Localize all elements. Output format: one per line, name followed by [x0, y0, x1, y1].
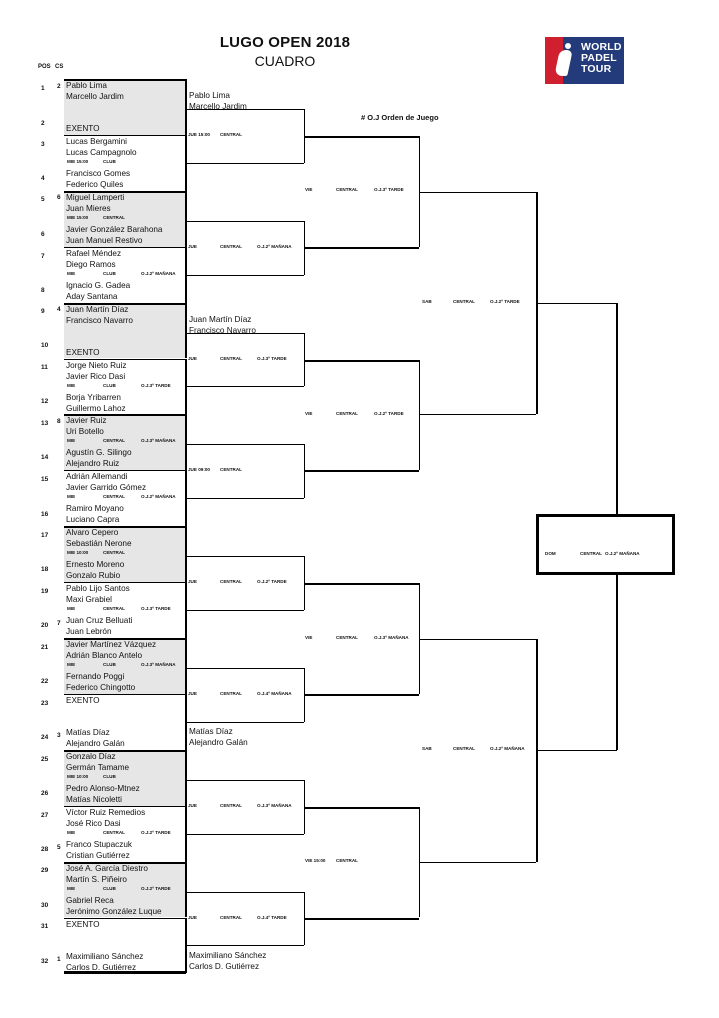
page-subtitle: CUADRO — [254, 53, 316, 69]
team-entry — [66, 863, 148, 885]
position-number: 6 — [41, 231, 45, 238]
match-order: O.J.4º TARDE — [257, 914, 287, 920]
player-name: Carlos D. Gutiérrez — [66, 962, 137, 972]
match-court: CLUB — [103, 270, 116, 276]
match-order: O.J.2º MAÑANA — [141, 270, 176, 276]
position-number: 31 — [41, 923, 49, 930]
match-order: O.J.2º MAÑANA — [490, 746, 525, 752]
bracket-line — [186, 498, 304, 499]
team-entry — [66, 615, 132, 637]
col-header-cs: CS — [55, 64, 64, 70]
seed-number: 3 — [57, 732, 61, 739]
player-name: Fernando Poggi — [66, 672, 125, 681]
player-name: Sebastián Nerone — [66, 539, 132, 549]
team-entry — [66, 807, 145, 829]
match-day: MIE — [67, 382, 76, 388]
position-number: 24 — [41, 734, 49, 741]
match-day: JUE 09:00 — [188, 467, 210, 473]
team-entry — [66, 751, 129, 773]
match-court: CENTRAL — [103, 829, 125, 835]
match-order: O.J.2º TARDE — [141, 885, 171, 891]
position-number: 4 — [41, 175, 45, 182]
world-padel-tour-logo — [545, 37, 624, 84]
team-entry — [66, 671, 135, 693]
match-day: MIE — [67, 606, 76, 612]
match-court: CENTRAL — [220, 579, 242, 585]
bracket-line — [186, 163, 304, 164]
team-entry — [66, 123, 100, 134]
player-name: Pablo Lima — [189, 91, 230, 100]
player-name: Martín S. Piñeiro — [66, 874, 127, 884]
match-day: VIE — [305, 634, 313, 640]
advanced-team — [189, 90, 247, 112]
team-entry — [66, 392, 126, 414]
match-order: O.J.3º MAÑANA — [141, 438, 176, 444]
match-court: CENTRAL — [220, 131, 242, 137]
team-entry — [66, 224, 163, 246]
match-order: O.J.2º TARDE — [490, 299, 520, 305]
match-day: MIE 15:00 — [67, 158, 89, 164]
advanced-team — [189, 726, 248, 748]
bracket-line — [304, 136, 419, 138]
player-name: Juan Cruz Belluati — [66, 616, 133, 626]
seed-number: 7 — [57, 620, 61, 627]
position-number: 20 — [41, 622, 49, 629]
position-number: 3 — [41, 141, 45, 148]
match-court: CENTRAL — [220, 467, 242, 473]
player-name: Gonzalo Rubio — [66, 571, 121, 581]
player-name: Juan Manuel Restivo — [66, 235, 143, 245]
player-name: Juan Lebrón — [66, 627, 112, 637]
position-number: 2 — [41, 120, 45, 127]
bracket-line — [304, 583, 419, 585]
match-court: CENTRAL — [220, 355, 242, 361]
position-number: 21 — [41, 644, 49, 651]
team-entry — [66, 347, 100, 358]
bracket-line — [186, 780, 304, 781]
team-entry — [66, 415, 107, 437]
position-number: 11 — [41, 364, 48, 371]
seed-number: 8 — [57, 418, 61, 425]
team-entry — [66, 136, 137, 158]
team-entry — [66, 80, 124, 102]
match-order: O.J.2º TARDE — [257, 579, 287, 585]
player-name: Rafael Méndez — [66, 248, 122, 258]
match-order: O.J.2º MAÑANA — [257, 243, 292, 249]
match-court: CENTRAL — [580, 551, 602, 556]
bracket-line — [616, 303, 618, 514]
team-entry — [66, 951, 143, 973]
player-name: Maxi Grabiel — [66, 595, 112, 605]
player-name: EXENTO — [66, 347, 100, 357]
player-name: Pablo Lijo Santos — [66, 584, 130, 594]
match-day: DOM — [545, 551, 556, 556]
team-entry — [66, 919, 100, 930]
match-day: JUE — [188, 579, 197, 585]
player-name: Ernesto Moreno — [66, 560, 125, 570]
player-name: Pedro Alonso-Mtnez — [66, 783, 140, 793]
match-order: O.J.3º TARDE — [374, 187, 404, 193]
player-name: Ramiro Moyano — [66, 504, 124, 514]
match-day: MIE — [67, 438, 76, 444]
position-number: 14 — [41, 454, 49, 461]
match-day: MIE 10:00 — [67, 773, 89, 779]
player-name: Gonzalo Díaz — [66, 751, 116, 761]
team-entry — [66, 839, 132, 861]
match-day: VIE — [305, 410, 313, 416]
match-day: JUE — [188, 690, 197, 696]
player-name: Franco Stupaczuk — [66, 839, 132, 849]
position-number: 22 — [41, 678, 49, 685]
match-court: CLUB — [103, 885, 116, 891]
match-day: JUE — [188, 243, 197, 249]
player-name: Adrián Allemandi — [66, 472, 128, 482]
match-day: JUE — [188, 802, 197, 808]
match-court: CENTRAL — [220, 243, 242, 249]
match-order: O.J.3º TARDE — [141, 382, 171, 388]
advanced-team — [189, 950, 266, 972]
player-name: Francisco Navarro — [66, 315, 133, 325]
match-day: JUE — [188, 355, 197, 361]
match-court: CENTRAL — [103, 214, 125, 220]
team-entry — [66, 503, 124, 525]
match-order: O.J.2º TARDE — [141, 829, 171, 835]
player-name: EXENTO — [66, 919, 100, 929]
bracket-line — [304, 807, 419, 809]
player-name: Lucas Bergamini — [66, 136, 127, 146]
bracket-line — [419, 414, 536, 415]
bracket-line — [186, 386, 304, 387]
match-day: MIE — [67, 494, 76, 500]
position-number: 13 — [41, 420, 49, 427]
position-number: 12 — [41, 398, 49, 405]
player-name: Javier Rico Dasi — [66, 371, 126, 381]
player-name: Javier González Barahona — [66, 224, 163, 234]
bracket-line — [185, 414, 187, 470]
match-court: CENTRAL — [453, 746, 475, 752]
match-day: JUE 15:00 — [188, 131, 210, 137]
player-name: Cristian Gutiérrez — [66, 850, 130, 860]
position-number: 29 — [41, 867, 49, 874]
bracket-line — [186, 275, 304, 276]
bracket-line — [185, 191, 187, 247]
player-name: Gabriel Reca — [66, 895, 114, 905]
player-name: Carlos D. Gutiérrez — [189, 962, 260, 971]
match-court: CLUB — [103, 158, 116, 164]
team-entry — [66, 360, 127, 382]
match-court: CENTRAL — [336, 858, 358, 864]
position-number: 30 — [41, 902, 49, 909]
position-number: 19 — [41, 588, 49, 595]
player-name: Marcello Jardim — [66, 92, 124, 101]
bracket-line — [186, 556, 304, 557]
match-court: CENTRAL — [220, 802, 242, 808]
match-day: MIE — [67, 270, 76, 276]
position-number: 27 — [41, 812, 49, 819]
player-name: Javier Ruiz — [66, 416, 107, 426]
match-day: MIE — [67, 662, 76, 667]
match-order: O.J.3º MAÑANA — [141, 662, 176, 667]
bracket-line — [185, 79, 187, 135]
match-court: CENTRAL — [336, 634, 358, 640]
bracket-line — [185, 303, 187, 359]
player-name: Marcello Jardim — [189, 102, 247, 111]
final-match-box — [536, 514, 675, 575]
player-name: Agustín G. Silingo — [66, 448, 132, 458]
seed-number: 2 — [57, 83, 61, 90]
team-entry — [66, 559, 124, 581]
player-name: Alejandro Galán — [66, 738, 125, 748]
player-name: Germán Tamame — [66, 762, 130, 772]
position-number: 7 — [41, 253, 45, 260]
player-name: José A. García Diestro — [66, 863, 148, 873]
player-name: Jerónimo González Luque — [66, 906, 162, 916]
player-name: Matías Díaz — [189, 727, 233, 736]
player-name: Alejandro Galán — [189, 738, 248, 747]
player-name: Alvaro Cepero — [66, 528, 119, 538]
bracket-line — [185, 638, 187, 694]
team-entry — [66, 304, 133, 326]
player-name: Miguel Lamperti — [66, 192, 125, 202]
position-number: 16 — [41, 511, 49, 518]
bracket-line — [304, 247, 419, 249]
position-number: 10 — [41, 342, 49, 349]
position-number: 8 — [41, 287, 45, 294]
player-name: Juan Martín Díaz — [189, 315, 252, 324]
match-court: CENTRAL — [336, 410, 358, 416]
match-court: CLUB — [103, 773, 116, 779]
team-entry — [66, 471, 146, 493]
player-name: Juan Martín Díaz — [66, 304, 129, 314]
team-entry — [66, 168, 130, 190]
player-name: Víctor Ruiz Remedios — [66, 807, 146, 817]
team-entry — [66, 280, 130, 302]
bracket-line — [419, 639, 536, 640]
team-entry — [66, 192, 124, 214]
bracket-line — [419, 192, 536, 193]
match-order: O.J.3º MAÑANA — [257, 802, 292, 808]
position-number: 26 — [41, 790, 49, 797]
col-header-pos: POS — [38, 64, 51, 70]
bracket-line — [186, 610, 304, 611]
team-entry — [66, 248, 121, 270]
match-order: O.J.3º TARDE — [257, 355, 287, 361]
player-silhouette-icon — [563, 37, 577, 84]
position-number: 5 — [41, 196, 45, 203]
match-day: SAB — [422, 299, 432, 305]
advanced-team — [189, 314, 256, 336]
match-court: CENTRAL — [336, 187, 358, 193]
match-order: O.J.2º TARDE — [374, 410, 404, 416]
position-number: 9 — [41, 308, 45, 315]
player-name: Javier Garrido Gómez — [66, 483, 147, 493]
bracket-line — [186, 892, 304, 893]
position-number: 32 — [41, 958, 49, 965]
match-order: O.J.3º TARDE — [141, 606, 171, 612]
player-name: Adrián Blanco Antelo — [66, 651, 143, 660]
player-name: Luciano Capra — [66, 515, 120, 525]
match-court: CLUB — [103, 662, 116, 667]
match-order: O.J.2º MAÑANA — [605, 551, 640, 556]
player-name: Federico Quiles — [66, 179, 124, 189]
player-name: Francisco Navarro — [189, 326, 256, 335]
match-court: CENTRAL — [453, 299, 475, 305]
bracket-line — [186, 945, 304, 946]
match-day: MIE — [67, 885, 76, 891]
bracket-line — [304, 918, 419, 920]
team-entry — [66, 695, 100, 706]
match-order: O.J.2º MAÑANA — [141, 494, 176, 500]
bracket-line — [304, 360, 419, 362]
team-entry — [66, 527, 132, 549]
player-name: Pablo Lima — [66, 81, 107, 90]
match-day: JUE — [188, 914, 197, 920]
match-court: CENTRAL — [220, 690, 242, 696]
team-entry — [66, 783, 140, 805]
player-name: Guillermo Lahoz — [66, 403, 126, 413]
match-court: CENTRAL — [103, 438, 125, 444]
match-order: O.J.4º MAÑANA — [257, 690, 292, 696]
bracket-line — [64, 973, 186, 974]
player-name: Uri Botello — [66, 427, 104, 437]
match-day: VIE 15:00 — [305, 858, 326, 864]
player-name: Jorge Nieto Ruiz — [66, 360, 127, 370]
player-name: Maximiliano Sánchez — [189, 951, 267, 960]
player-name: Aday Santana — [66, 291, 118, 301]
player-name: EXENTO — [66, 124, 100, 133]
order-of-play-legend: # O.J Orden de Juego — [361, 113, 439, 122]
bracket-line — [186, 668, 304, 669]
match-court: CENTRAL — [103, 606, 125, 612]
position-number: 28 — [41, 846, 49, 853]
team-entry — [66, 583, 130, 605]
player-name: Matías Díaz — [66, 727, 110, 737]
player-name: Alejandro Ruiz — [66, 459, 120, 469]
match-day: VIE — [305, 187, 313, 193]
bracket-line — [536, 303, 617, 304]
match-court: CENTRAL — [220, 914, 242, 920]
player-name: Diego Ramos — [66, 259, 116, 269]
bracket-line — [186, 834, 304, 835]
match-day: MIE 15:00 — [67, 214, 89, 220]
bracket-line — [185, 750, 187, 806]
match-day: SAB — [422, 746, 432, 752]
match-court: CLUB — [103, 382, 116, 388]
team-entry — [66, 895, 162, 917]
player-name: Borja Yribarren — [66, 392, 121, 402]
player-name: Federico Chingotto — [66, 683, 136, 692]
seed-number: 1 — [57, 956, 61, 963]
position-number: 23 — [41, 700, 49, 707]
player-name: Juan Mieres — [66, 203, 111, 213]
tournament-title: LUGO OPEN 2018 — [219, 34, 351, 51]
team-entry — [66, 727, 125, 749]
bracket-line — [185, 862, 187, 918]
bracket-line — [304, 694, 419, 696]
bracket-line — [419, 862, 536, 863]
position-number: 15 — [41, 476, 49, 483]
logo-text: WORLD PADEL TOUR — [581, 41, 622, 75]
match-order: O.J.3º MAÑANA — [374, 634, 409, 640]
player-name: Ignacio G. Gadea — [66, 280, 131, 290]
position-number: 25 — [41, 756, 49, 763]
seed-number: 6 — [57, 194, 61, 201]
bracket-line — [304, 470, 419, 472]
player-name: José Rico Dasi — [66, 818, 121, 828]
player-name: Matías Nicoletti — [66, 794, 122, 804]
match-court: CENTRAL — [103, 494, 125, 500]
match-court: CENTRAL — [103, 550, 125, 556]
bracket-line — [186, 722, 304, 723]
position-number: 17 — [41, 532, 49, 539]
team-entry — [66, 639, 156, 661]
bracket-line — [186, 444, 304, 445]
bracket-line — [186, 221, 304, 222]
player-name: Maximiliano Sánchez — [66, 951, 144, 961]
seed-number: 5 — [57, 844, 61, 851]
position-number: 1 — [41, 85, 45, 92]
player-name: Francisco Gomes — [66, 168, 131, 178]
position-number: 18 — [41, 566, 49, 573]
player-name: Lucas Campagnolo — [66, 147, 137, 157]
player-name: EXENTO — [66, 695, 100, 705]
bracket-line — [536, 750, 617, 751]
player-name: Javier Martínez Vázquez — [66, 640, 157, 649]
match-day: MIE 10:00 — [67, 550, 89, 556]
bracket-line — [185, 526, 187, 582]
match-day: MIE — [67, 829, 76, 835]
bracket-line — [616, 572, 618, 750]
team-entry — [66, 447, 132, 469]
seed-number: 4 — [57, 306, 61, 313]
